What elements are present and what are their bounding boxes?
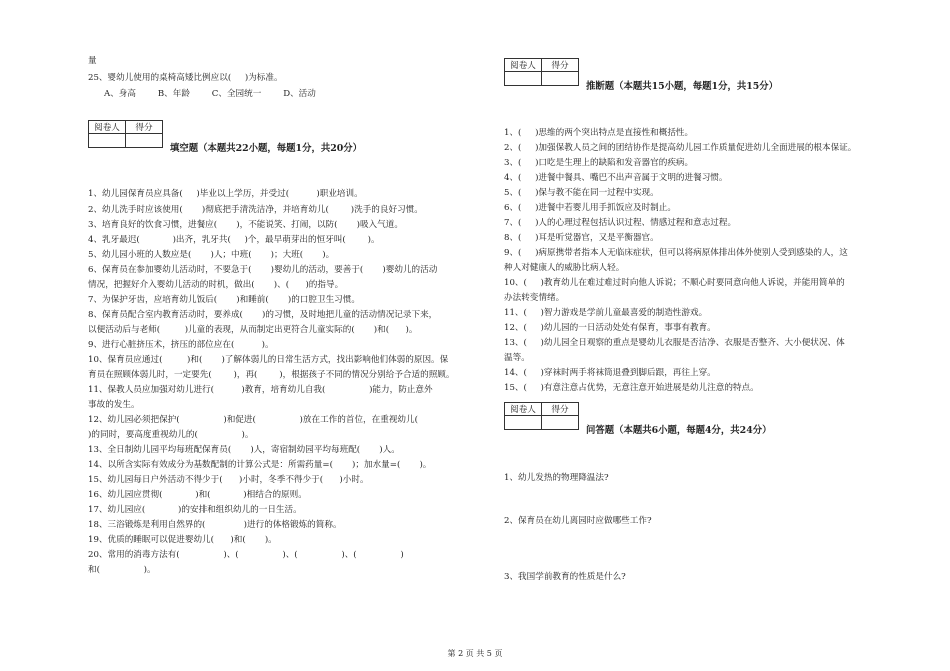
list-item: 12、幼儿园必须把保护( )和促进( )放在工作的首位，在重视幼儿( [88, 415, 418, 425]
list-item: 2、( )加强保教人员之间的团结协作是提高幼儿园工作质量促进幼儿全面进展的根本保证。 [504, 143, 857, 153]
list-item: 15、幼儿园每日户外活动不得少于( )小时，冬季不得少于( )小时。 [88, 475, 369, 485]
grader-reviewer-label: 阅卷人 [505, 59, 542, 72]
grader-reviewer-cell [505, 416, 542, 430]
list-item: 和( )。 [88, 565, 156, 575]
list-item: 办法转变情绪。 [504, 293, 565, 303]
grader-reviewer-cell [89, 134, 126, 148]
list-item: 7、为保护牙齿，应培育幼儿饭后( )和睡前( )的口腔卫生习惯。 [88, 295, 360, 305]
list-item: 3、培育良好的饮食习惯，进餐应( )，不能说笑、打闹，以防( )吸入气道。 [88, 220, 403, 230]
grader-score-label: 得分 [542, 59, 579, 72]
grader-box-judge [504, 58, 579, 86]
list-item: 20、常用的消毒方法有( )、( )、( )、( ) [88, 550, 404, 560]
list-item: 情况，把握好介入婴幼儿活动的时机，做出( )、( )的指导。 [88, 280, 344, 290]
list-item: 育员在照顾体弱儿时，一定要先( )，再( )，根据孩子不同的情况分别给予合适的照顾。 [88, 370, 455, 380]
list-item: 2、保育员在幼儿离园时应做哪些工作? [504, 516, 652, 526]
list-item: 2、幼儿洗手时应该使用( )彻底把手清洗洁净，并培育幼儿( )洗手的良好习惯。 [88, 205, 423, 215]
list-item: 9、( )病原携带者指本人无临床症状，但可以将病原体排出体外使别人受到感染的人，这 [504, 248, 848, 258]
list-item: 19、优质的睡眠可以促进婴幼儿( )和( )。 [88, 535, 277, 545]
list-item: )的同时，要高度重视幼儿的( )。 [88, 430, 254, 440]
grader-score-label: 得分 [126, 121, 163, 134]
grader-score-cell [542, 416, 579, 430]
list-item: 8、( )耳是听觉器官，又是平衡器官。 [504, 233, 659, 243]
list-item: 8、保育员配合室内教育活动时，要养成( )的习惯，及时地把儿童的活动情况记录下来， [88, 310, 438, 320]
list-item: 18、三浴锻炼是利用自然界的( )进行的体格锻炼的简称。 [88, 520, 342, 530]
fragment-text: 量 [88, 56, 97, 66]
section-title-fill: 填空题（本题共22小题，每题1分，共20分） [170, 143, 362, 154]
question-25-options: A、身高 B、年龄 C、全园统一 D、活动 [104, 89, 316, 99]
list-item: 7、( )人的心理过程包括认识过程、情感过程和意志过程。 [504, 218, 737, 228]
list-item: 1、幼儿发热的物理降温法? [504, 473, 609, 483]
list-item: 4、( )进餐中餐具、嘴巴不出声音属于文明的进餐习惯。 [504, 173, 728, 183]
grader-box-qa [504, 402, 579, 430]
list-item: 3、( )口吃是生理上的缺陷和发音器官的疾病。 [504, 158, 694, 168]
list-item: 3、我国学前教育的性质是什么? [504, 572, 626, 582]
list-item: 4、乳牙最迟( )出齐，乳牙共( )个，最早萌芽出的恒牙叫( )。 [88, 235, 380, 245]
list-item: 6、保育员在参加婴幼儿活动时，不要急于( )婴幼儿的活动，要善于( )婴幼儿的活动 [88, 265, 438, 275]
list-item: 事故的发生。 [88, 400, 140, 410]
list-item: 14、( )穿袜时两手将袜筒退叠到脚后跟，再往上穿。 [504, 368, 716, 378]
section-title-qa: 问答题（本题共6小题，每题4分，共24分） [586, 425, 772, 436]
question-25: 25、婴幼儿使用的桌椅高矮比例应以( )为标准。 [88, 73, 283, 83]
list-item: 12、( )幼儿园的一日活动处处有保育，事事有教育。 [504, 323, 716, 333]
list-item: 10、保育员应通过( )和( )了解体弱儿的日常生活方式，找出影响他们体弱的原因。保 [88, 355, 449, 365]
grader-score-label: 得分 [542, 403, 579, 416]
list-item: 13、全日制幼儿园平均每班配保育员( )人，寄宿制幼园平均每班配( )人。 [88, 445, 400, 455]
list-item: 13、( )幼儿园全日观察的重点是婴幼儿衣服是否洁净、衣服是否整齐、大小便状况、体 [504, 338, 845, 348]
list-item: 16、幼儿园应贯彻( )和( )相结合的原则。 [88, 490, 307, 500]
page-footer: 第 2 页 共 5 页 [447, 649, 503, 658]
list-item: 以便活动后与老师( )儿童的表现，从而制定出更符合儿童实际的( )和( )。 [88, 325, 418, 335]
list-item: 14、以所含实际有效成分为基数配制的计算公式是：所需药量=( )；加水量=( )。 [88, 460, 432, 470]
list-item: 15、( )有意注意占优势，无意注意开始进展是幼儿注意的特点。 [504, 383, 759, 393]
list-item: 11、( )智力游戏是学前儿童最喜爱的制造性游戏。 [504, 308, 708, 318]
grader-score-cell [542, 72, 579, 86]
grader-score-cell [126, 134, 163, 148]
list-item: 11、保教人员应加强对幼儿进行( )教育，培育幼儿自我( )能力，防止意外 [88, 385, 433, 395]
section-title-judge: 推断题（本题共15小题，每题1分，共15分） [586, 81, 778, 92]
grader-reviewer-label: 阅卷人 [505, 403, 542, 416]
list-item: 种人对健康人的威胁比病人轻。 [504, 263, 625, 273]
list-item: 温等。 [504, 353, 530, 363]
grader-reviewer-label: 阅卷人 [89, 121, 126, 134]
list-item: 5、幼儿园小班的人数应是( )人；中班( )；大班( )。 [88, 250, 335, 260]
list-item: 5、( )保与教不能在同一过程中实现。 [504, 188, 659, 198]
list-item: 6、( )进餐中若婴儿用手抓饭应及时制止。 [504, 203, 676, 213]
grader-reviewer-cell [505, 72, 542, 86]
list-item: 1、幼儿园保育员应具备( )毕业以上学历，并受过( )职业培训。 [88, 189, 363, 199]
list-item: 17、幼儿园应( )的安排和组织幼儿的一日生活。 [88, 505, 302, 515]
grader-box-fill [88, 120, 163, 148]
list-item: 10、( )教育幼儿在难过难过时向他人诉说；不顺心时要同意向他人诉说，并能用简单的 [504, 278, 845, 288]
list-item: 9、进行心脏挤压术，挤压的部位应在( )。 [88, 340, 274, 350]
list-item: 1、( )思维的两个突出特点是直接性和概括性。 [504, 128, 694, 138]
